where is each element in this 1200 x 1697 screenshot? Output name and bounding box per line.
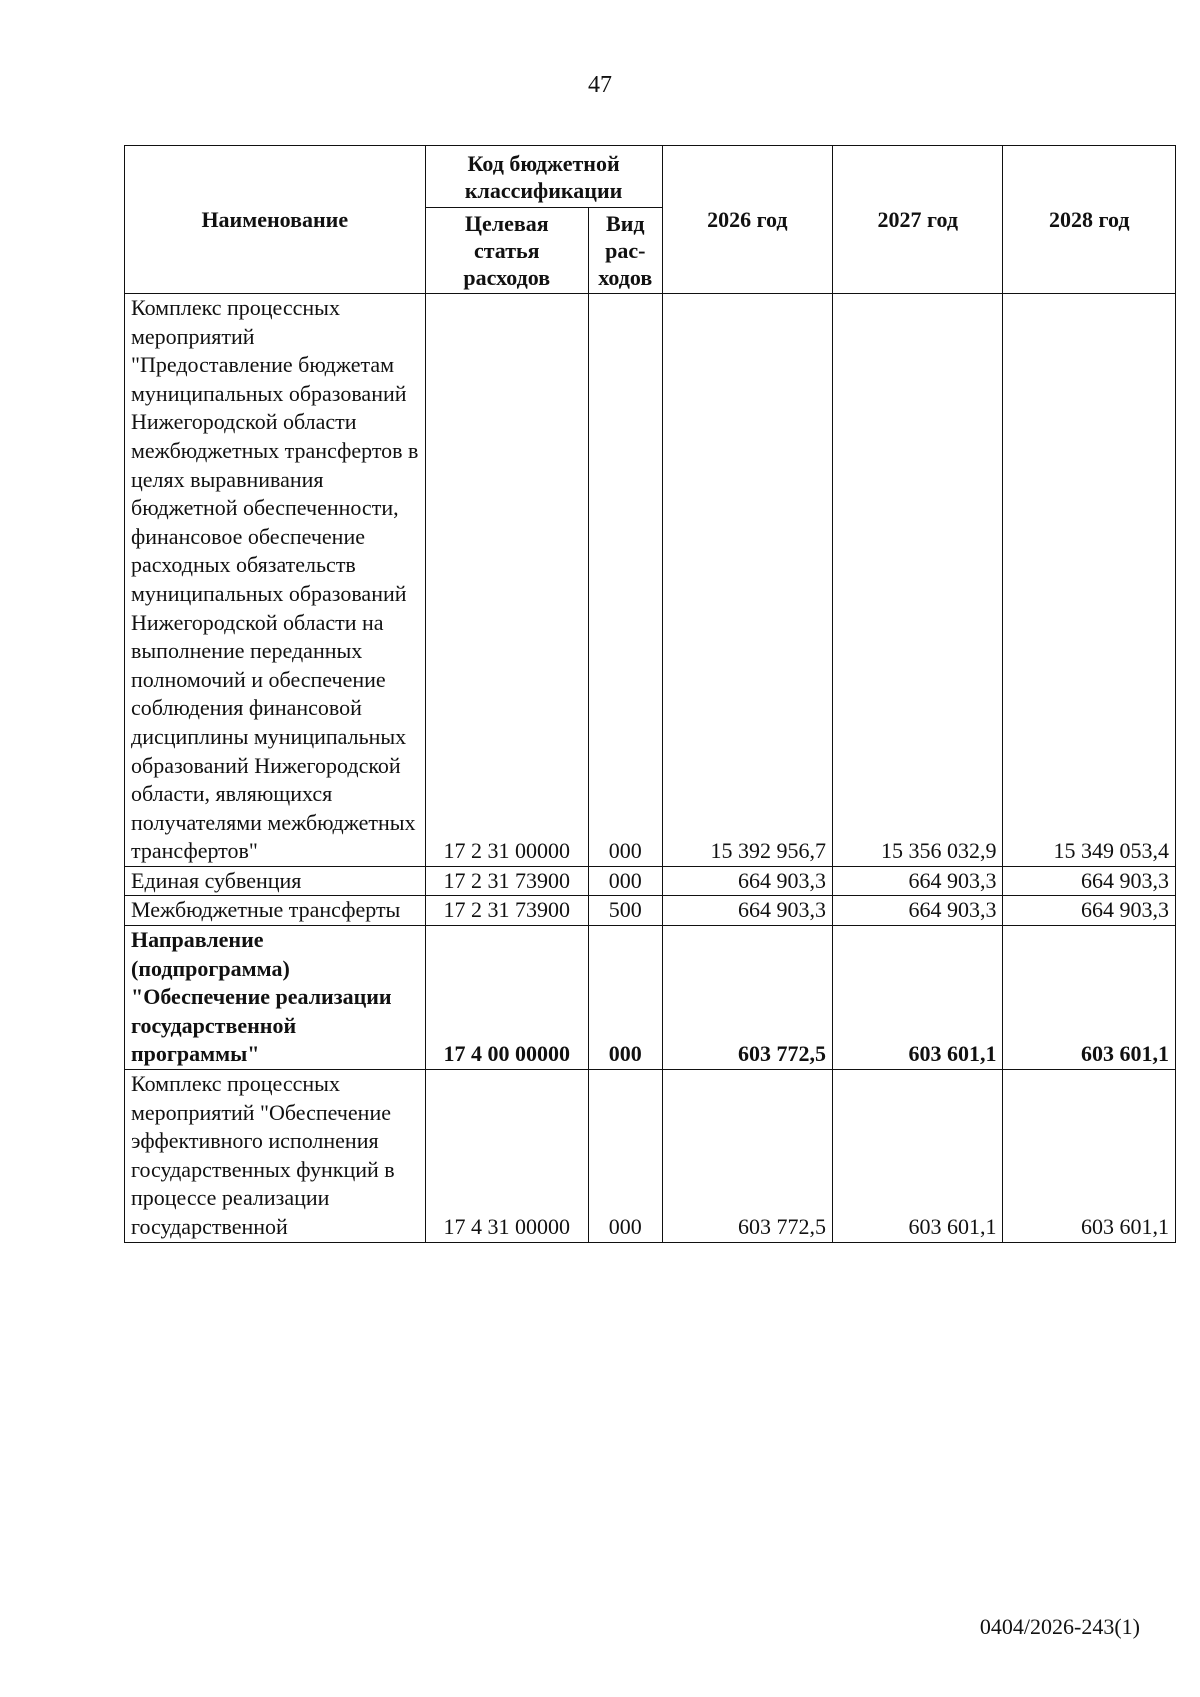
row-value-2028: 664 903,3 [1003, 866, 1176, 896]
table-row [125, 1070, 1176, 1243]
table-header [125, 146, 1176, 294]
header-target-article: Целевая статья расходов [425, 208, 588, 294]
row-value-2026: 664 903,3 [662, 896, 832, 926]
row-target-article: 17 4 00 00000 [425, 926, 588, 1070]
table-row [125, 926, 1176, 1070]
page-number: 47 [588, 72, 612, 98]
row-value-2026: 603 772,5 [662, 926, 832, 1070]
row-expense-kind: 000 [588, 926, 662, 1070]
header-code-group: Код бюджетной классификации [425, 146, 662, 208]
row-target-article: 17 2 31 73900 [425, 896, 588, 926]
row-value-2028: 15 349 053,4 [1003, 294, 1176, 867]
row-value-2027: 15 356 032,9 [833, 294, 1003, 867]
header-year-2027: 2027 год [833, 146, 1003, 294]
row-value-2026: 664 903,3 [662, 866, 832, 896]
row-value-2026: 603 772,5 [662, 1070, 832, 1243]
table-row [125, 294, 1176, 867]
row-value-2027: 664 903,3 [833, 896, 1003, 926]
row-expense-kind: 500 [588, 896, 662, 926]
row-target-article: 17 4 31 00000 [425, 1070, 588, 1243]
row-value-2027: 603 601,1 [833, 1070, 1003, 1243]
row-expense-kind: 000 [588, 294, 662, 867]
row-name: Направление (подпрограмма) "Обеспечение реализации государственной программы" [125, 926, 426, 1070]
row-expense-kind: 000 [588, 866, 662, 896]
header-expense-kind: Вид рас-ходов [588, 208, 662, 294]
row-value-2028: 603 601,1 [1003, 1070, 1176, 1243]
row-value-2028: 603 601,1 [1003, 926, 1176, 1070]
row-name: Комплекс процессных мероприятий "Предоставление бюджетам муниципальных образований Нижегородской области межбюджетных трансфертов в целях выравнивания бюджетной обеспеченности, финансовое обеспечение расходных обязательств муниципальных образований Нижегородской области на выполнение переданных полномочий и обеспечение соблюдения финансовой дисциплины муниципальных образований Нижегородской области, являющихся получателями межбюджетных трансфертов" [125, 294, 426, 867]
table-row [125, 896, 1176, 926]
header-year-2028: 2028 год [1003, 146, 1176, 294]
row-name: Комплекс процессных мероприятий "Обеспечение эффективного исполнения государственных функций в процессе реализации государственной [125, 1070, 426, 1243]
header-year-2026: 2026 год [662, 146, 832, 294]
document-code: 0404/2026-243(1) [979, 1614, 1140, 1639]
header-name: Наименование [125, 146, 426, 294]
row-name: Единая субвенция [125, 866, 426, 896]
row-name: Межбюджетные трансферты [125, 896, 426, 926]
row-target-article: 17 2 31 73900 [425, 866, 588, 896]
row-value-2027: 603 601,1 [833, 926, 1003, 1070]
row-value-2027: 664 903,3 [833, 866, 1003, 896]
row-expense-kind: 000 [588, 1070, 662, 1243]
row-value-2028: 664 903,3 [1003, 896, 1176, 926]
row-target-article: 17 2 31 00000 [425, 294, 588, 867]
budget-table [124, 145, 1176, 1243]
table-row [125, 866, 1176, 896]
row-value-2026: 15 392 956,7 [662, 294, 832, 867]
